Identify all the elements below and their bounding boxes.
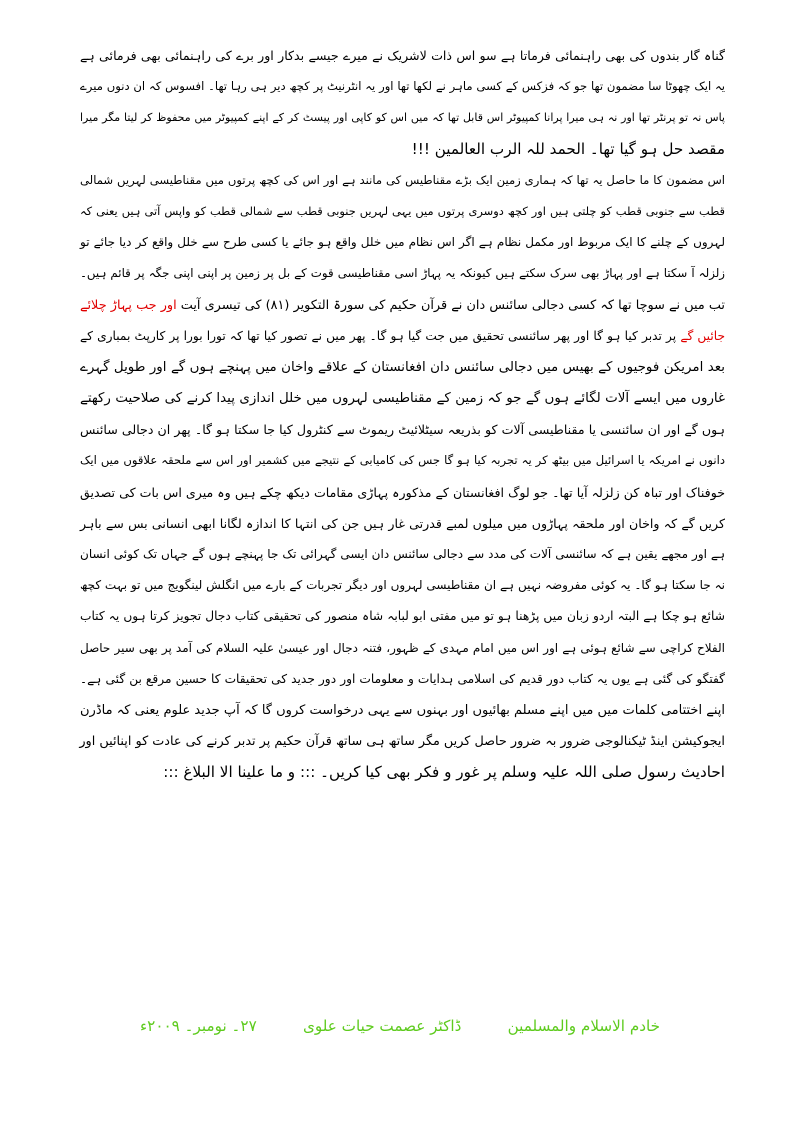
signature-block <box>140 1006 660 1046</box>
text-line: یہ ایک چھوٹا سا مضمون تھا جو کہ فزکس کے کسی ماہر نے لکھا تھا اور یہ انٹرنیٹ پر کچھ دیر ہی رہا تھا۔ افسوس کہ ان دنوں میرے <box>80 79 725 94</box>
text-line: مقصد حل ہو گیا تھا۔ الحمد للہ الرب العالمین !!! <box>411 139 725 158</box>
article-body <box>80 40 725 789</box>
signature-date: ۲۷۔ نومبر۔ ۲۰۰۹ء <box>140 1017 257 1035</box>
text-line: بعد امریکن فوجیوں کے بھیس میں دجالی سائنس دان افغانستان کے علاقے واخان میں پہنچے ہوں گے اور طویل گہرے <box>80 359 725 375</box>
text-line: پاس نہ تو پرنٹر تھا اور نہ ہی میرا پرانا کمپیوٹر اس قابل تھا کہ میں اس کو کاپی اور پیسٹ کر کے اپنے کمپیوٹر میں محفوظ کر لیتا مگر میرا <box>80 111 725 125</box>
text-line: احادیث رسول صلی اللہ علیہ وسلم پر غور و فکر بھی کیا کریں۔ ::: و ما علینا الا البلاغ ::: <box>163 763 725 782</box>
text-line: شائع ہو چکا ہے البتہ اردو زبان میں پڑھنا ہو تو میں مفتی ابو لبابہ شاہ منصور کی تحقیقی کتاب دجال تجویز کرتا ہوں یہ کتاب <box>80 609 725 624</box>
signature-title: خادم الاسلام والمسلمین <box>507 1017 660 1035</box>
text-line: اپنے اختتامی کلمات میں میں اپنے مسلم بھائیوں اور بہنوں سے یہی درخواست کروں گا کہ آپ جدید علوم یعنی کہ ماڈرن <box>80 702 725 718</box>
text-line: اس مضمون کا ما حاصل یہ تھا کہ ہماری زمین ایک بڑے مقناطیس کی مانند ہے اور اس کی کچھ پرتوں میں مقناطیسی لہریں شمالی <box>80 172 725 187</box>
text-line: قطب سے جنوبی قطب کو چلتی ہیں اور کچھ دوسری پرتوں میں یہی لہریں جنوبی قطب سے شمالی قطب کو واپس آتی ہیں یعنی کہ <box>80 203 725 218</box>
text-line: ایجوکیشن اینڈ ٹیکنالوجی ضرور بہ ضرور حاصل کریں مگر ساتھ ہی ساتھ قرآن حکیم پر تدبر کرنے کی عادت کو اپنائیں اور <box>79 734 725 750</box>
signature-author: ڈاکٹر عصمت حیات علوی <box>303 1017 462 1035</box>
quran-verse-highlight: اور جب پہاڑ چلائے <box>80 297 177 313</box>
text-line: گفتگو کی گئی ہے یوں یہ کتاب دور قدیم کی اسلامی ہدایات و معلومات اور دور جدید کی تحقیقات کا حسین مرقع بن گئی ہے۔ <box>80 671 725 686</box>
quran-verse-highlight: جائیں گے <box>680 328 725 343</box>
text-line <box>80 290 725 321</box>
text-line <box>80 321 725 352</box>
text-line: زلزلہ آ سکتا ہے اور پہاڑ بھی سرک سکتے ہیں کیونکہ یہ پہاڑ اسی مقناطیسی قوت کے بل پر زمین پر اپنی اپنی جگہ پر قائم ہیں۔ <box>80 266 725 281</box>
text-line: خوفناک اور تباہ کن زلزلہ آیا تھا۔ جو لوگ افغانستان کے مذکورہ پہاڑی مقامات دیکھ چکے ہیں وہ میری اس بات کی تصدیق <box>80 484 725 500</box>
text-line: ہے اور مجھے یقین ہے کہ سائنسی آلات کی مدد سے دجالی سائنس دان ایسی گہرائی تک جا پہنچے ہوں گے جہاں تک کوئی انسان <box>80 547 725 561</box>
text-line: کریں گے کہ واخان اور ملحقہ پہاڑوں میں میلوں لمبے قدرتی غار ہیں جن کی انتہا کا اندازہ لگانا ابھی انسانی بس سے باہر <box>80 515 725 531</box>
text-line: لہروں کے چلنے کا ایک مربوط اور مکمل نظام ہے اگر اس نظام میں خلل واقع ہو جائے یا کسی طرح سے خلل واقع کر دیا جائے تو <box>80 235 725 250</box>
text-line: گناہ گار بندوں کی بھی راہنمائی فرماتا ہے سو اس ذات لاشریک نے میرے جیسے بدکار اور برے کی راہنمائی بھی فرمائی ہے <box>80 48 725 63</box>
text-line: نہ جا سکتا ہو گا۔ یہ کوئی مفروضہ نہیں ہے ان مقناطیسی لہروں اور دیگر تجربات کے بارے میں انگلش لینگویج میں تو بہت کچھ <box>80 578 725 593</box>
text-segment: پر تدبر کیا ہو گا اور پھر سائنسی تحقیق میں جت گیا ہو گا۔ پھر میں نے تصور کیا تھا کہ تورا بورا پر کارپٹ بمباری کے <box>80 328 681 343</box>
text-line: الفلاح کراچی سے شائع ہوئی ہے اور اس میں امام مہدی کے ظہور، فتنہ دجال اور عیسیٰ علیہ السلام کی آمد پر بھی سیر حاصل <box>80 640 725 655</box>
text-line: غاروں میں ایسے آلات لگائے ہوں گے جو کہ زمین کے مقناطیسی لہروں میں خلل اندازی پیدا کرنے کی صلاحیت رکھتے <box>80 391 725 407</box>
text-segment: تب میں نے سوچا تھا کہ کسی دجالی سائنس دان نے قرآن حکیم کی سورۃ التکویر (۸۱) کی تیسری آیت <box>176 297 725 313</box>
text-line: دانوں نے امریکہ یا اسرائیل میں بیٹھ کر یہ تجربہ کیا ہو گا جس کی کامیابی کے نتیجے میں کشمیر اور اس سے ملحقہ علاقوں میں ایک <box>80 453 725 468</box>
text-line: ہوں گے اور ان سائنسی یا مقناطیسی آلات کو بذریعہ سیٹلائیٹ ریموٹ سے کنٹرول کیا جا سکتا ہو گا۔ پھر ان دجالی سائنس <box>80 422 725 438</box>
